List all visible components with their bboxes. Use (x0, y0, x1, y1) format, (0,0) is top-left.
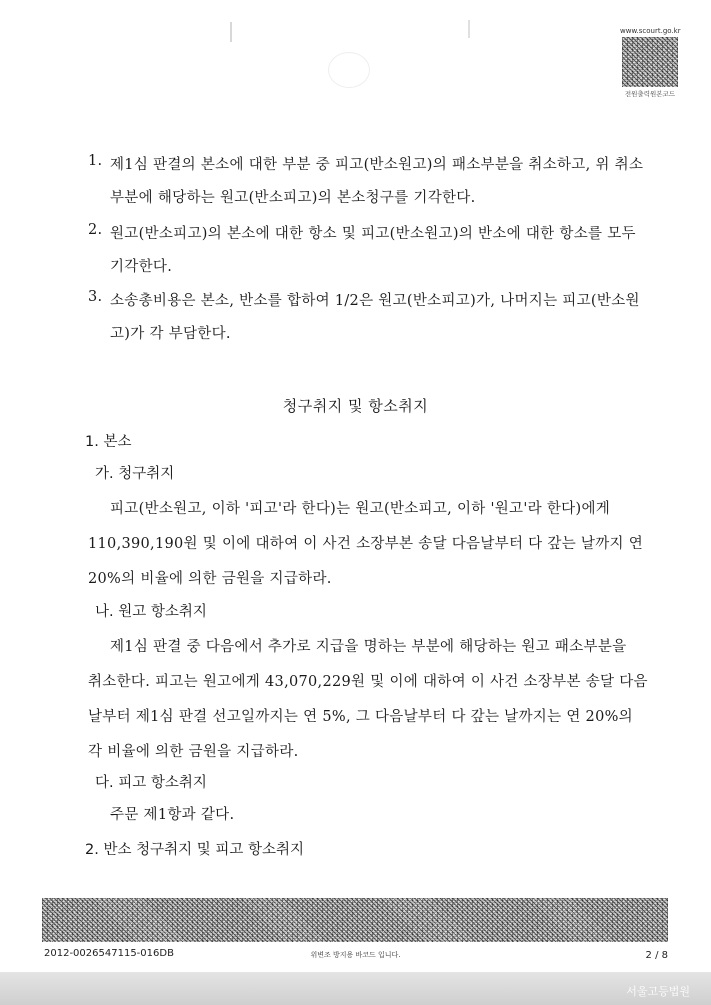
body-line: 110,390,190원 및 이에 대하여 이 사건 소장부본 송달 다음날부터 다 갚는 날까지 연 (88, 536, 644, 552)
body-line: 주문 제1항과 같다. (110, 807, 235, 823)
body-line: 20%의 비율에 의한 금원을 지급하라. (88, 571, 332, 587)
disposition-number: 1. (88, 153, 103, 169)
disposition-line: 고)가 각 부담한다. (110, 326, 231, 342)
disposition-number: 3. (88, 289, 103, 305)
section-title: 청구취지 및 항소취지 (282, 397, 429, 415)
page-number: 2 / 8 (645, 950, 668, 961)
subsection-heading: 다. 피고 항소취지 (95, 775, 207, 791)
body-line: 날부터 제1심 판결 선고일까지는 연 5%, 그 다음날부터 다 갚는 날까지는 연 20%의 (88, 709, 633, 725)
qr-caption: 전원출력원본코드 (624, 90, 676, 98)
site-url: www.scourt.go.kr (620, 27, 681, 35)
disposition-line: 제1심 판결의 본소에 대한 부분 중 피고(반소원고)의 패소부분을 취소하고, 위 취소 (110, 157, 644, 173)
document-id: 2012-0026547115-016DB (44, 948, 174, 959)
body-line: 제1심 판결 중 다음에서 추가로 지급을 명하는 부분에 해당하는 원고 패소부분을 (110, 639, 627, 655)
barcode-notice: 위변조 방지용 바코드 입니다. (310, 951, 401, 959)
body-line: 취소한다. 피고는 원고에게 43,070,229원 및 이에 대하여 이 사건 소장부본 송달 다음 (88, 674, 648, 690)
part-heading: 2. 반소 청구취지 및 피고 항소취지 (85, 842, 304, 858)
anti-forgery-barcode (42, 898, 668, 942)
disposition-number: 2. (88, 222, 103, 238)
disposition-line: 기각한다. (110, 259, 173, 275)
disposition-line: 소송총비용은 본소, 반소를 합하여 1/2은 원고(반소피고)가, 나머지는 피고(반소원 (110, 293, 640, 309)
court-name: 서울고등법원 (626, 985, 690, 998)
disposition-line: 부분에 해당하는 원고(반소피고)의 본소청구를 기각한다. (110, 190, 476, 206)
disposition-line: 원고(반소피고)의 본소에 대한 항소 및 피고(반소원고)의 반소에 대한 항소를 모두 (110, 226, 636, 242)
part-heading: 1. 본소 (85, 434, 132, 450)
body-line: 피고(반소원고, 이하 '피고'라 한다)는 원고(반소피고, 이하 '원고'라 한다)에게 (110, 501, 611, 517)
disposition-list (0, 0, 711, 360)
subsection-heading: 나. 원고 항소취지 (95, 604, 207, 620)
subsection-heading: 가. 청구취지 (95, 466, 175, 482)
body-line: 각 비율에 의한 금원을 지급하라. (88, 744, 299, 760)
